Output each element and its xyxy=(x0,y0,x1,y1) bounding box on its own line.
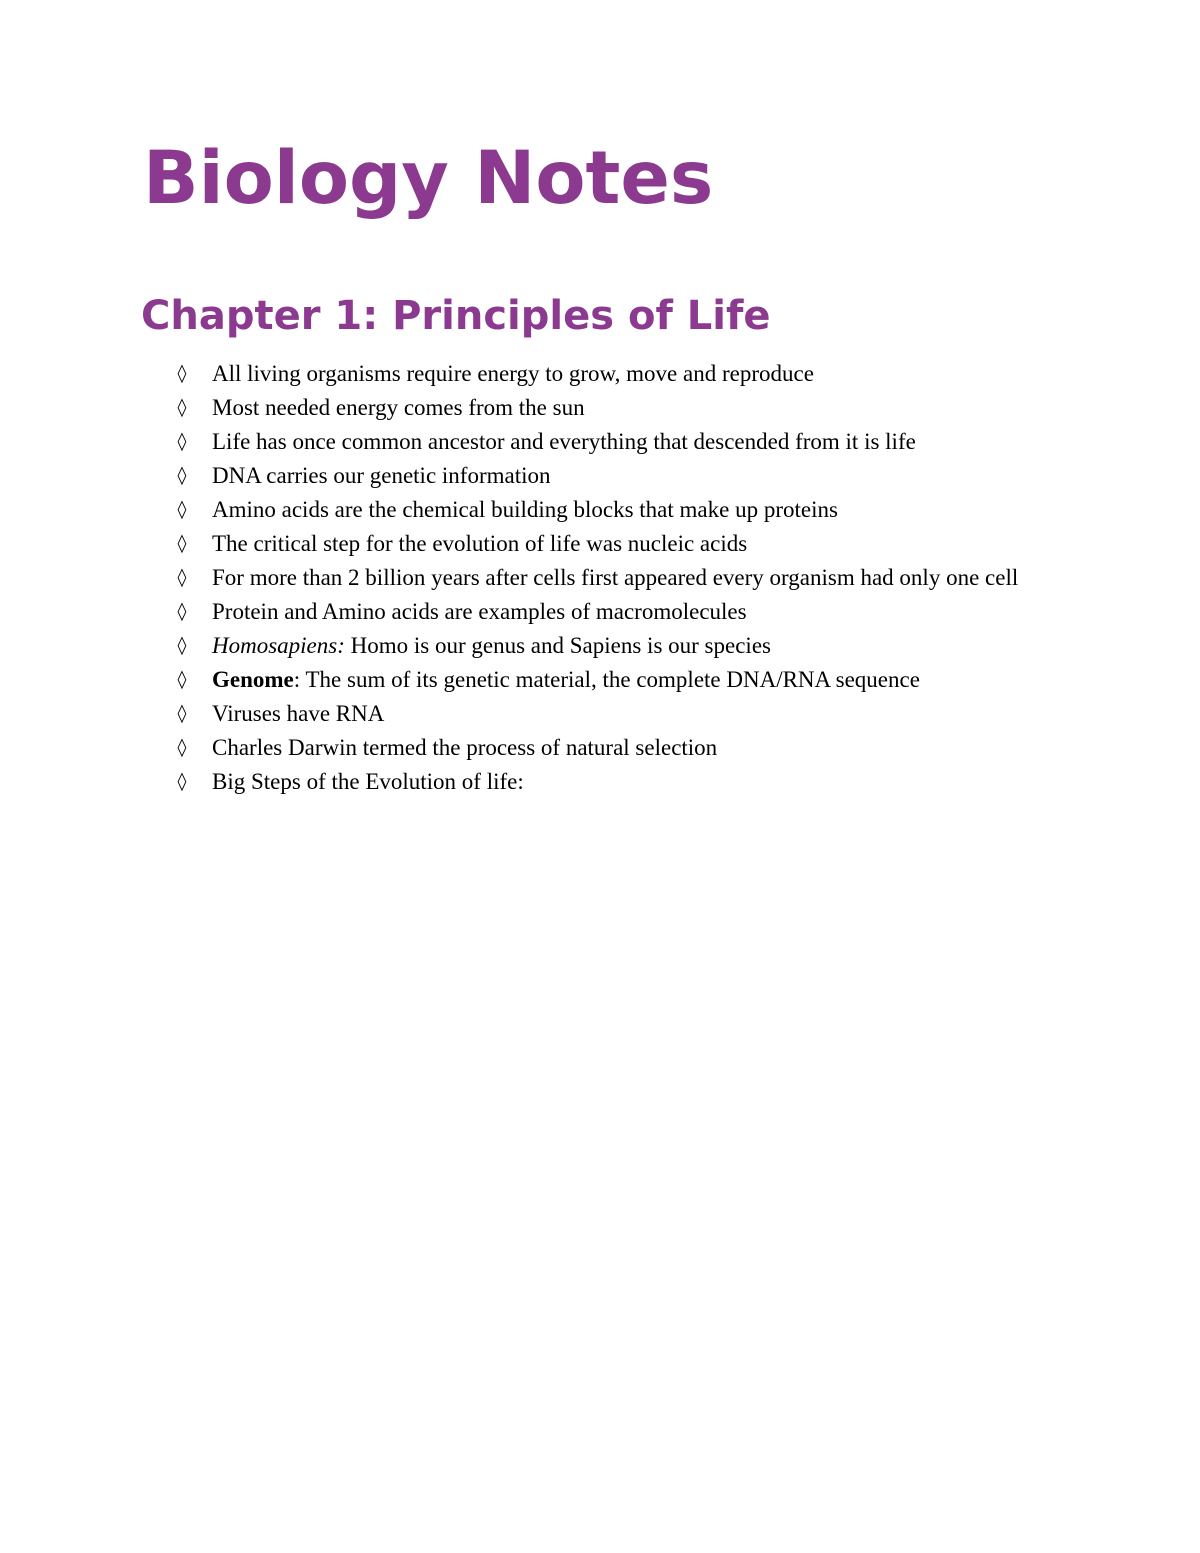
diamond-bullet-icon: ◊ xyxy=(177,737,187,758)
diamond-bullet-icon: ◊ xyxy=(177,465,187,486)
note-text: Charles Darwin termed the process of natural selection xyxy=(212,735,718,760)
list-item xyxy=(172,561,1052,595)
diamond-bullet-icon: ◊ xyxy=(177,635,187,656)
note-text: Protein and Amino acids are examples of macromolecules xyxy=(212,599,747,624)
chapter-heading: Chapter 1: Principles of Life xyxy=(141,293,771,339)
list-item xyxy=(172,527,1052,561)
diamond-bullet-icon: ◊ xyxy=(177,499,187,520)
note-text: Viruses have RNA xyxy=(212,701,385,726)
note-text: The critical step for the evolution of life was nucleic acids xyxy=(212,531,748,556)
note-text: All living organisms require energy to grow, move and reproduce xyxy=(212,361,814,386)
notes-list xyxy=(172,357,1052,799)
diamond-bullet-icon: ◊ xyxy=(177,363,187,384)
list-item-homosapiens xyxy=(172,629,1052,663)
diamond-bullet-icon: ◊ xyxy=(177,533,187,554)
list-item-genome xyxy=(172,663,1052,697)
list-item xyxy=(172,357,1052,391)
note-text: Big Steps of the Evolution of life: xyxy=(212,769,524,794)
list-item xyxy=(172,595,1052,629)
diamond-bullet-icon: ◊ xyxy=(177,601,187,622)
note-text: Most needed energy comes from the sun xyxy=(212,395,585,420)
list-item xyxy=(172,391,1052,425)
note-text: : The sum of its genetic material, the complete DNA/RNA sequence xyxy=(293,667,920,692)
diamond-bullet-icon: ◊ xyxy=(177,669,187,690)
note-text: DNA carries our genetic information xyxy=(212,463,551,488)
note-term-genome: Genome xyxy=(212,667,294,692)
note-text: Homo is our genus and Sapiens is our species xyxy=(344,633,771,658)
note-text: For more than 2 billion years after cells first appeared every organism had only one cell xyxy=(212,565,1019,590)
diamond-bullet-icon: ◊ xyxy=(177,703,187,724)
diamond-bullet-icon: ◊ xyxy=(177,431,187,452)
list-item xyxy=(172,459,1052,493)
list-item xyxy=(172,425,1052,459)
document-title: Biology Notes xyxy=(143,136,714,221)
diamond-bullet-icon: ◊ xyxy=(177,397,187,418)
note-term-homosapiens: Homosapiens: xyxy=(212,633,345,658)
list-item xyxy=(172,697,1052,731)
list-item xyxy=(172,731,1052,765)
diamond-bullet-icon: ◊ xyxy=(177,567,187,588)
list-item xyxy=(172,765,1052,799)
note-text: Amino acids are the chemical building blocks that make up proteins xyxy=(212,497,838,522)
diamond-bullet-icon: ◊ xyxy=(177,771,187,792)
note-text: Life has once common ancestor and everything that descended from it is life xyxy=(212,429,916,454)
list-item xyxy=(172,493,1052,527)
